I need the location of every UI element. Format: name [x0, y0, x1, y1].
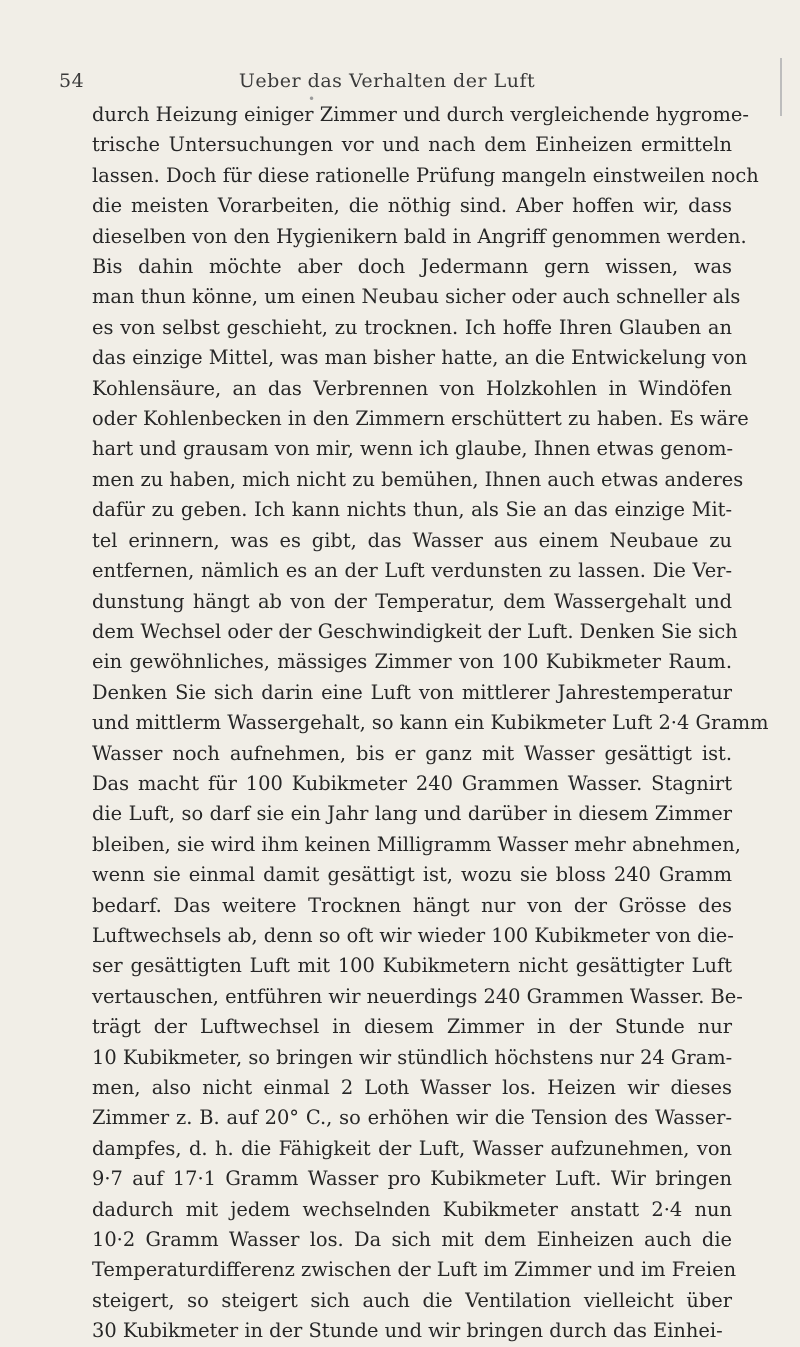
text-line: dunstung hängt ab von der Temperatur, dem Wassergehalt und: [92, 589, 732, 613]
running-title: Ueber das Verhalten der Luft: [238, 70, 536, 92]
text-line: vertauschen, entführen wir neuerdings 240 Grammen Wasser. Be-: [92, 984, 743, 1008]
text-line: dampfes, d. h. die Fähigkeit der Luft, Wasser aufzunehmen, von: [92, 1136, 732, 1160]
text-line: 9·7 auf 17·1 Gramm Wasser pro Kubikmeter Luft. Wir bringen: [92, 1167, 732, 1191]
text-line: wenn sie einmal damit gesättigt ist, wozu sie bloss 240 Gramm: [92, 863, 732, 887]
text-line: 30 Kubikmeter in der Stunde und wir bringen durch das Einhei-: [92, 1319, 723, 1343]
text-line: man thun könne, um einen Neubau sicher oder auch schneller als: [92, 285, 741, 309]
text-line: und mittlerm Wassergehalt, so kann ein Kubikmeter Luft 2·4 Gramm: [92, 711, 769, 735]
text-line: hart und grausam von mir, wenn ich glaube, Ihnen etwas genom-: [92, 437, 734, 461]
page-number: 54: [59, 70, 85, 92]
text-line: 10·2 Gramm Wasser los. Da sich mit dem Einheizen auch die: [92, 1228, 732, 1252]
text-line: Temperaturdifferenz zwischen der Luft im Zimmer und im Freien: [92, 1258, 737, 1282]
text-line: dieselben von den Hygienikern bald in Angriff genommen werden.: [92, 224, 747, 248]
text-line: durch Heizung einiger Zimmer und durch vergleichende hygrome-: [92, 103, 749, 126]
text-line: das einzige Mittel, was man bisher hatte, an die Entwickelung von: [92, 346, 748, 370]
running-head: [59, 70, 699, 92]
body-text: [92, 100, 769, 1347]
text-line: dafür zu geben. Ich kann nichts thun, als Sie an das einzige Mit-: [92, 498, 732, 522]
text-line: lassen. Doch für diese rationelle Prüfung mangeln einstweilen noch: [92, 163, 759, 187]
text-line: dadurch mit jedem wechselnden Kubikmeter anstatt 2·4 nun: [92, 1197, 732, 1221]
text-line: Wasser noch aufnehmen, bis er ganz mit Wasser gesättigt ist.: [92, 741, 732, 765]
text-line: Luftwechsels ab, denn so oft wir wieder 100 Kubikmeter von die-: [92, 923, 734, 947]
ornament-dot: •: [308, 92, 316, 106]
text-line: men zu haben, mich nicht zu bemühen, Ihnen auch etwas anderes: [92, 467, 744, 491]
margin-mark: [780, 58, 782, 116]
text-line: tel erinnern, was es gibt, das Wasser aus einem Neubaue zu: [92, 528, 732, 552]
text-line: die Luft, so darf sie ein Jahr lang und darüber in diesem Zimmer: [92, 802, 732, 826]
text-line: Denken Sie sich darin eine Luft von mittlerer Jahrestemperatur: [92, 680, 732, 704]
text-line: Zimmer z. B. auf 20° C., so erhöhen wir die Tension des Wasser-: [92, 1106, 732, 1130]
text-line: ser gesättigten Luft mit 100 Kubikmetern nicht gesättigter Luft: [92, 954, 732, 978]
text-line: es von selbst geschieht, zu trocknen. Ich hoffe Ihren Glauben an: [92, 315, 732, 339]
text-line: 10 Kubikmeter, so bringen wir stündlich höchstens nur 24 Gram-: [92, 1045, 733, 1069]
text-line: ein gewöhnliches, mässiges Zimmer von 100 Kubikmeter Raum.: [92, 650, 732, 674]
text-line: trische Untersuchungen vor und nach dem Einheizen ermitteln: [92, 133, 732, 157]
text-line: bleiben, sie wird ihm keinen Milligramm Wasser mehr abnehmen,: [92, 832, 741, 856]
text-line: dem Wechsel oder der Geschwindigkeit der Luft. Denken Sie sich: [92, 619, 738, 643]
text-line: oder Kohlenbecken in den Zimmern erschüttert zu haben. Es wäre: [92, 407, 749, 431]
text-line: Kohlensäure, an das Verbrennen von Holzkohlen in Windöfen: [92, 376, 732, 400]
text-line: Das macht für 100 Kubikmeter 240 Grammen Wasser. Stagnirt: [92, 771, 732, 795]
text-line: bedarf. Das weitere Trocknen hängt nur von der Grösse des: [92, 893, 732, 917]
text-line: entfernen, nämlich es an der Luft verdunsten zu lassen. Die Ver-: [92, 559, 732, 583]
text-line: men, also nicht einmal 2 Loth Wasser los. Heizen wir dieses: [92, 1076, 732, 1099]
text-line: die meisten Vorarbeiten, die nöthig sind. Aber hoffen wir, dass: [92, 194, 732, 218]
text-line: Bis dahin möchte aber doch Jedermann gern wissen, was: [92, 255, 732, 279]
text-line: trägt der Luftwechsel in diesem Zimmer in der Stunde nur: [92, 1015, 732, 1039]
text-line: steigert, so steigert sich auch die Ventilation vielleicht über: [92, 1288, 732, 1312]
